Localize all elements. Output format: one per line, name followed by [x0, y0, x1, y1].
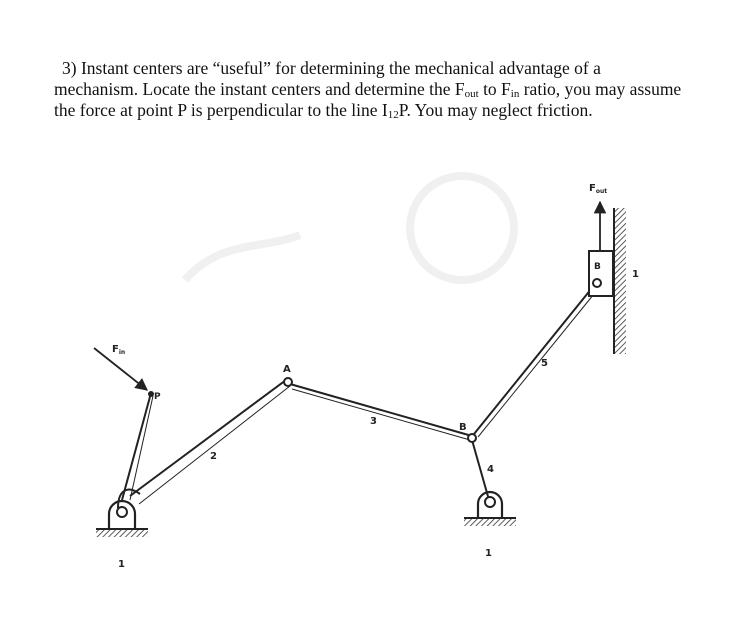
pin-b: [468, 434, 476, 442]
background-watermark: [185, 176, 514, 280]
ground-pivot-left: [96, 501, 148, 537]
link-5: [474, 283, 596, 434]
label-point-a: A: [283, 364, 291, 375]
ground-wall: [614, 208, 626, 354]
problem-line-1: 3) Instant centers are “useful” for determining the mechanical advantage of a: [62, 58, 601, 78]
label-link-4: 4: [487, 464, 494, 475]
label-ground-left: 1: [118, 559, 125, 570]
label-slider-b: B: [594, 262, 601, 272]
ground-pivot-middle: [464, 492, 516, 526]
label-f-in: $F_{in}$: [112, 344, 126, 356]
problem-line-2: mechanism. Locate the instant centers and determine the $F_{out}$ to $F_{in}$ ratio, you may assume: [54, 79, 682, 100]
label-point-b: B: [459, 422, 467, 433]
link-2: [118, 380, 290, 508]
pin-a: [284, 378, 292, 386]
problem-line-3: the force at point P is perpendicular to the line $I_{12}P$. You may neglect friction.: [54, 100, 593, 121]
label-ground-wall: 1: [632, 269, 639, 280]
label-link-3: 3: [370, 416, 377, 427]
link-3: [290, 384, 472, 436]
slider-block: [589, 251, 613, 296]
label-ground-middle: 1: [485, 548, 492, 559]
label-point-p: P: [154, 392, 161, 402]
label-f-out: $F_{out}$: [589, 183, 608, 195]
label-link-2: 2: [210, 451, 217, 462]
label-link-5: 5: [541, 358, 548, 369]
